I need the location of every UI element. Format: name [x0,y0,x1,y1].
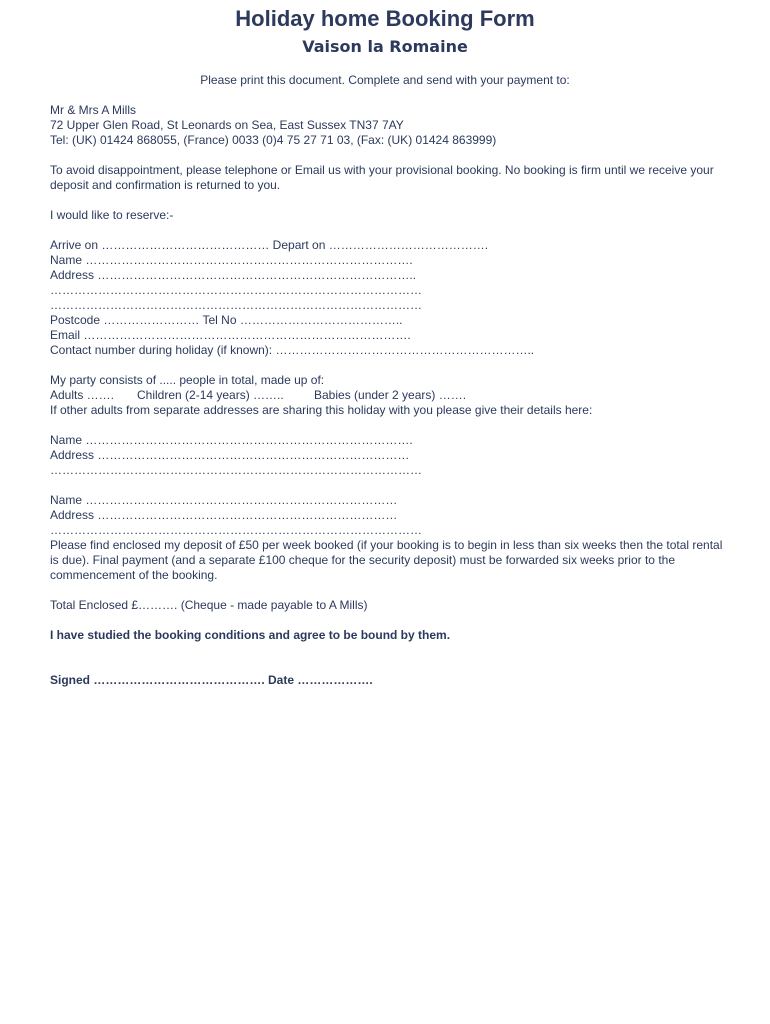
intro-text: Please print this document. Complete and send with your payment to: [200,73,570,87]
notice-text: To avoid disappointment, please telephone or Email us with your provisional booking. No booking is firm until we receive your deposit and confirmation is returned to you. [50,163,714,192]
arrive-depart-field: Arrive on …………………………………… Depart on …………………………………. [50,238,489,252]
address-line-3: Tel: (UK) 01424 868055, (France) 0033 (0)4 75 27 71 03, (Fax: (UK) 01424 863999) [50,133,497,147]
reserve-text: I would like to reserve:- [50,208,174,222]
other-address-blank-1: ………………………………………………………………………………… [50,463,422,477]
party-breakdown [50,388,730,403]
address-field: Address …………………………………………………………………….. [50,268,417,282]
form-body [50,103,730,688]
other-address-field-1: Address …………………………………………………………………… [50,448,410,462]
address-line-2: 72 Upper Glen Road, St Leonards on Sea, East Sussex TN37 7AY [50,118,404,132]
other-name-field-2: Name …………………………………………………………………… [50,493,398,507]
address-line-1: Mr & Mrs A Mills [50,103,136,117]
address-blank-line-1: ………………………………………………………………………………… [50,283,422,297]
children-field: Children (2-14 years) …….. [137,388,284,402]
signature-date-field: Signed ……………………………………. Date ………………. [50,673,373,687]
other-name-field-1: Name ………………………………………………………………………. [50,433,413,447]
postcode-tel-field: Postcode …………………… Tel No ………………………………….. [50,313,403,327]
page-title: Holiday home Booking Form [235,6,535,31]
other-adults-text: If other adults from separate addresses are sharing this holiday with you please give their details here: [50,403,593,417]
name-field: Name ………………………………………………………………………. [50,253,413,267]
page-subtitle: Vaison la Romaine [302,37,468,56]
contact-number-field: Contact number during holiday (if known): ……………………………………………………….. [50,343,535,357]
adults-field: Adults ……. [50,388,115,402]
other-address-field-2: Address ………………………………………………………………… [50,508,398,522]
babies-field: Babies (under 2 years) ……. [314,388,467,402]
address-blank-line-2: ………………………………………………………………………………… [50,298,422,312]
email-field: Email ………………………………………………………………………. [50,328,411,342]
total-enclosed-field: Total Enclosed £………. (Cheque - made payable to A Mills) [50,598,368,612]
party-size-text: My party consists of ..... people in total, made up of: [50,373,325,387]
other-address-blank-2: ………………………………………………………………………………… [50,523,422,537]
deposit-text: Please find enclosed my deposit of £50 per week booked (if your booking is to begin in less than six weeks then the total rental is due). Final payment (and a separate £100 cheque for the security deposit) must be forwarded six weeks prior to the commencement of the booking. [50,538,723,582]
agreement-statement: I have studied the booking conditions and agree to be bound by them. [50,628,451,642]
